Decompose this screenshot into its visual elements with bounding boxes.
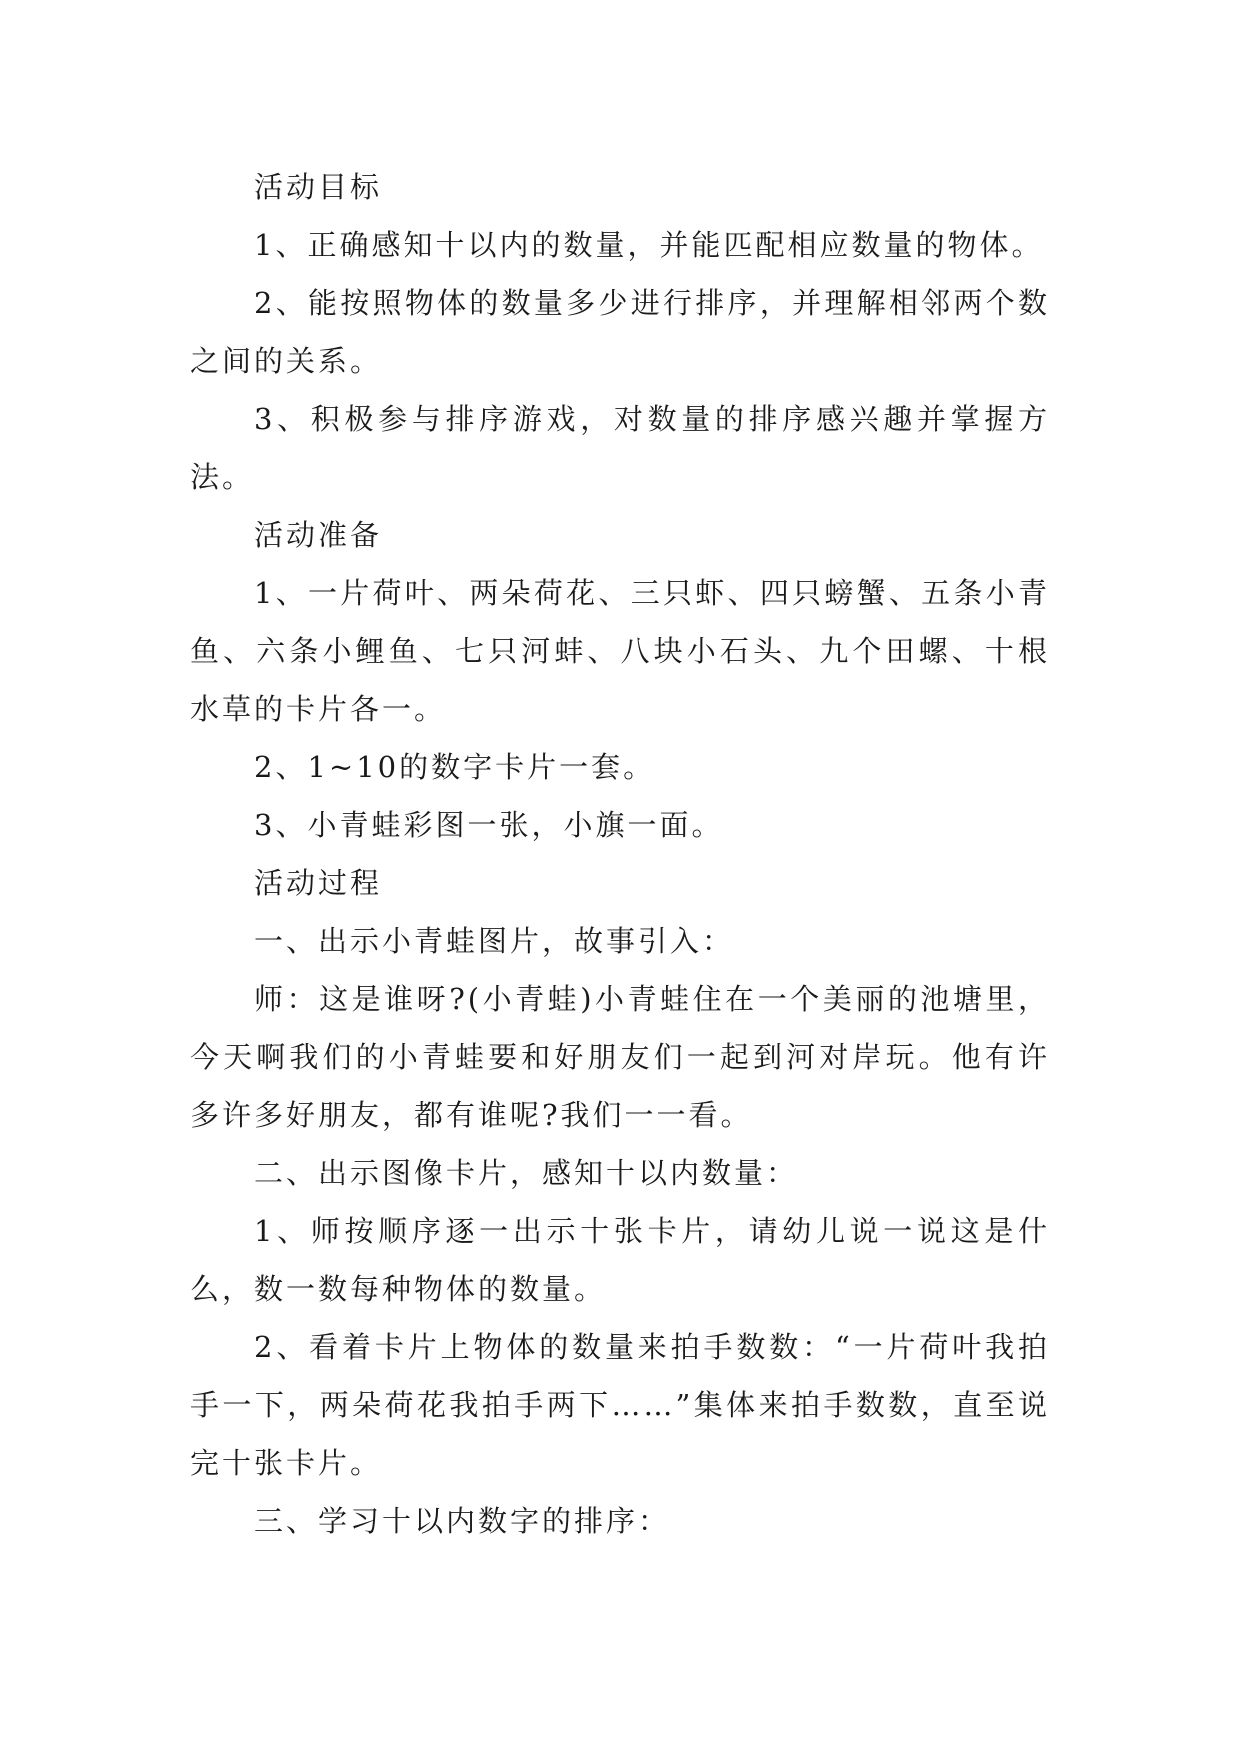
heading-activity-goals: 活动目标 xyxy=(254,170,383,204)
process-step-2-item-2: 2、看着卡片上物体的数量来拍手数数：“一片荷叶我拍手一下，两朵荷花我拍手两下……”集体来拍手数数，直至说完十张卡片。 xyxy=(190,1330,1050,1480)
heading-activity-preparation: 活动准备 xyxy=(254,518,383,552)
process-step-3-heading: 三、学习十以内数字的排序： xyxy=(254,1504,671,1538)
preparation-item-2: 2、1~10的数字卡片一套。 xyxy=(254,750,656,784)
process-step-1-heading: 一、出示小青蛙图片，故事引入： xyxy=(254,924,735,958)
goal-item-3: 3、积极参与排序游戏，对数量的排序感兴趣并掌握方法。 xyxy=(190,402,1050,494)
preparation-item-1: 1、一片荷叶、两朵荷花、三只虾、四只螃蟹、五条小青鱼、六条小鲤鱼、七只河蚌、八块小石头、九个田螺、十根水草的卡片各一。 xyxy=(190,576,1050,726)
goal-item-2: 2、能按照物体的数量多少进行排序，并理解相邻两个数之间的关系。 xyxy=(190,286,1050,378)
process-step-2-item-1: 1、师按顺序逐一出示十张卡片，请幼儿说一说这是什么，数一数每种物体的数量。 xyxy=(190,1214,1050,1306)
heading-activity-process: 活动过程 xyxy=(254,866,383,900)
goal-item-1: 1、正确感知十以内的数量，并能匹配相应数量的物体。 xyxy=(254,228,1044,262)
process-step-2-heading: 二、出示图像卡片，感知十以内数量： xyxy=(254,1156,799,1190)
process-step-1-text: 师：这是谁呀?(小青蛙)小青蛙住在一个美丽的池塘里，今天啊我们的小青蛙要和好朋友们一起到河对岸玩。他有许多许多好朋友，都有谁呢?我们一一看。 xyxy=(190,982,1050,1132)
document-body xyxy=(190,158,1050,1550)
preparation-item-3: 3、小青蛙彩图一张，小旗一面。 xyxy=(254,808,724,842)
